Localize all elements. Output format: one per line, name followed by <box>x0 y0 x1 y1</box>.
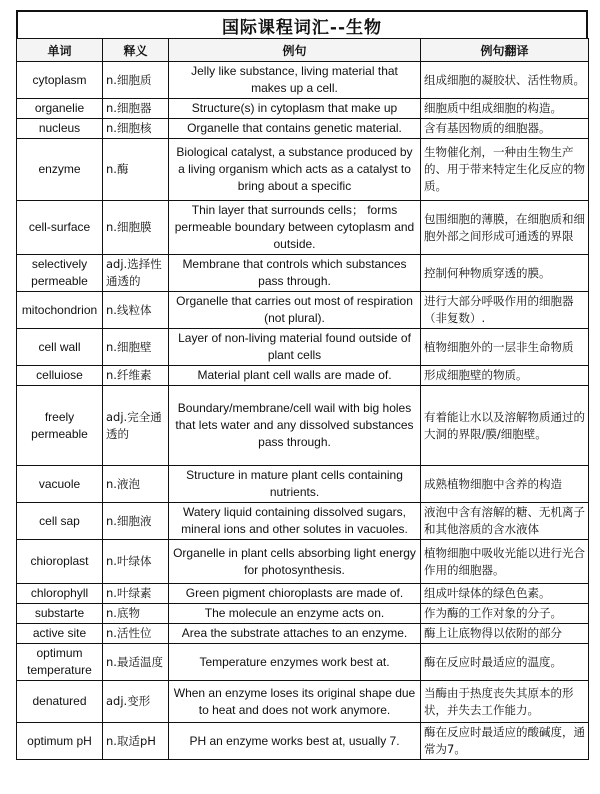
meaning-cell: n.细胞质 <box>103 62 169 99</box>
table-row <box>17 386 589 466</box>
translation-cell: 生物催化剂，一种由生物生产的、用于带来特定生化反应的物质。 <box>421 139 589 201</box>
term-cell: cell-surface <box>17 201 103 255</box>
example-cell: Boundary/membrane/cell wail with big holes that lets water and any dissolved substances pass through. <box>169 386 421 466</box>
table-row <box>17 584 589 604</box>
column-header-translation: 例句翻译 <box>421 39 589 62</box>
translation-cell: 含有基因物质的细胞器。 <box>421 119 589 139</box>
table-row <box>17 624 589 644</box>
translation-cell: 植物细胞外的一层非生命物质 <box>421 329 589 366</box>
meaning-cell: n.取适pH <box>103 723 169 760</box>
meaning-cell: n.液泡 <box>103 466 169 503</box>
example-cell: Biological catalyst, a substance produced by a living organism which acts as a catalyst to bring about a specific <box>169 139 421 201</box>
term-cell: chioroplast <box>17 540 103 584</box>
example-cell: Green pigment chioroplasts are made of. <box>169 584 421 604</box>
example-cell: Watery liquid containing dissolved sugars, mineral ions and other solutes in vacuoles. <box>169 503 421 540</box>
translation-cell: 包围细胞的薄膜，在细胞质和细胞外部之间形成可通透的界限 <box>421 201 589 255</box>
meaning-cell: n.细胞壁 <box>103 329 169 366</box>
term-cell: mitochondrion <box>17 292 103 329</box>
example-cell: Organelle in plant cells absorbing light energy for photosynthesis. <box>169 540 421 584</box>
example-cell: Area the substrate attaches to an enzyme. <box>169 624 421 644</box>
term-cell: celluiose <box>17 366 103 386</box>
table-row <box>17 466 589 503</box>
term-cell: vacuole <box>17 466 103 503</box>
meaning-cell: n.活性位 <box>103 624 169 644</box>
translation-cell: 控制何种物质穿透的膜。 <box>421 255 589 292</box>
term-cell: substarte <box>17 604 103 624</box>
vocabulary-table <box>16 38 589 760</box>
example-cell: Layer of non-living material found outside of plant cells <box>169 329 421 366</box>
table-body <box>17 62 589 760</box>
term-cell: enzyme <box>17 139 103 201</box>
meaning-cell: n.叶绿素 <box>103 584 169 604</box>
example-cell: When an enzyme loses its original shape due to heat and does not work anymore. <box>169 681 421 723</box>
meaning-cell: n.细胞膜 <box>103 201 169 255</box>
example-cell: Thin layer that surrounds cells； forms permeable boundary between cytoplasm and outside. <box>169 201 421 255</box>
translation-cell: 进行大部分呼吸作用的细胞器（非复数）. <box>421 292 589 329</box>
meaning-cell: n.细胞器 <box>103 99 169 119</box>
term-cell: selectively permeable <box>17 255 103 292</box>
term-cell: optimum temperature <box>17 644 103 681</box>
table-row <box>17 540 589 584</box>
term-cell: cell sap <box>17 503 103 540</box>
table-row <box>17 723 589 760</box>
term-cell: freely permeable <box>17 386 103 466</box>
translation-cell: 液泡中含有溶解的糖、无机离子和其他溶质的含水液体 <box>421 503 589 540</box>
table-row <box>17 329 589 366</box>
translation-cell: 组成细胞的凝胶状、活性物质。 <box>421 62 589 99</box>
page-title: 国际课程词汇--生物 <box>16 10 588 38</box>
meaning-cell: n.细胞液 <box>103 503 169 540</box>
table-row <box>17 292 589 329</box>
translation-cell: 成熟植物细胞中含养的构造 <box>421 466 589 503</box>
table-row <box>17 604 589 624</box>
table-row <box>17 62 589 99</box>
meaning-cell: n.线粒体 <box>103 292 169 329</box>
term-cell: cytoplasm <box>17 62 103 99</box>
term-cell: optimum pH <box>17 723 103 760</box>
example-cell: Membrane that controls which substances pass through. <box>169 255 421 292</box>
table-row <box>17 503 589 540</box>
meaning-cell: adj.完全通透的 <box>103 386 169 466</box>
example-cell: Structure in mature plant cells containing nutrients. <box>169 466 421 503</box>
translation-cell: 组成叶绿体的绿色色素。 <box>421 584 589 604</box>
meaning-cell: n.酶 <box>103 139 169 201</box>
term-cell: denatured <box>17 681 103 723</box>
example-cell: Organelle that carries out most of respiration (not plural). <box>169 292 421 329</box>
table-row <box>17 255 589 292</box>
meaning-cell: adj.选择性通透的 <box>103 255 169 292</box>
example-cell: Jelly like substance, living material that makes up a cell. <box>169 62 421 99</box>
table-row <box>17 139 589 201</box>
example-cell: Structure(s) in cytoplasm that make up <box>169 99 421 119</box>
example-cell: Temperature enzymes work best at. <box>169 644 421 681</box>
table-row <box>17 366 589 386</box>
meaning-cell: n.最适温度 <box>103 644 169 681</box>
term-cell: chlorophyll <box>17 584 103 604</box>
example-cell: Organelle that contains genetic material. <box>169 119 421 139</box>
table-row <box>17 99 589 119</box>
translation-cell: 细胞质中组成细胞的构造。 <box>421 99 589 119</box>
term-cell: organelie <box>17 99 103 119</box>
example-cell: PH an enzyme works best at, usually 7. <box>169 723 421 760</box>
meaning-cell: adj.变形 <box>103 681 169 723</box>
table-header-row <box>17 39 589 62</box>
term-cell: cell wall <box>17 329 103 366</box>
example-cell: Material plant cell walls are made of. <box>169 366 421 386</box>
term-cell: nucleus <box>17 119 103 139</box>
table-row <box>17 681 589 723</box>
translation-cell: 形成细胞壁的物质。 <box>421 366 589 386</box>
translation-cell: 酶在反应时最适应的酸碱度，通常为7。 <box>421 723 589 760</box>
table-row <box>17 119 589 139</box>
meaning-cell: n.叶绿体 <box>103 540 169 584</box>
table-row <box>17 201 589 255</box>
table-row <box>17 644 589 681</box>
translation-cell: 酶上让底物得以依附的部分 <box>421 624 589 644</box>
translation-cell: 当酶由于热度丧失其原本的形状，并失去工作能力。 <box>421 681 589 723</box>
meaning-cell: n.纤维素 <box>103 366 169 386</box>
meaning-cell: n.细胞核 <box>103 119 169 139</box>
term-cell: active site <box>17 624 103 644</box>
translation-cell: 有着能让水以及溶解物质通过的大洞的界限/膜/细胞壁。 <box>421 386 589 466</box>
example-cell: The molecule an enzyme acts on. <box>169 604 421 624</box>
translation-cell: 作为酶的工作对象的分子。 <box>421 604 589 624</box>
meaning-cell: n.底物 <box>103 604 169 624</box>
translation-cell: 植物细胞中吸收光能以进行光合作用的细胞器。 <box>421 540 589 584</box>
column-header-example: 例句 <box>169 39 421 62</box>
column-header-meaning: 释义 <box>103 39 169 62</box>
column-header-word: 单词 <box>17 39 103 62</box>
translation-cell: 酶在反应时最适应的温度。 <box>421 644 589 681</box>
